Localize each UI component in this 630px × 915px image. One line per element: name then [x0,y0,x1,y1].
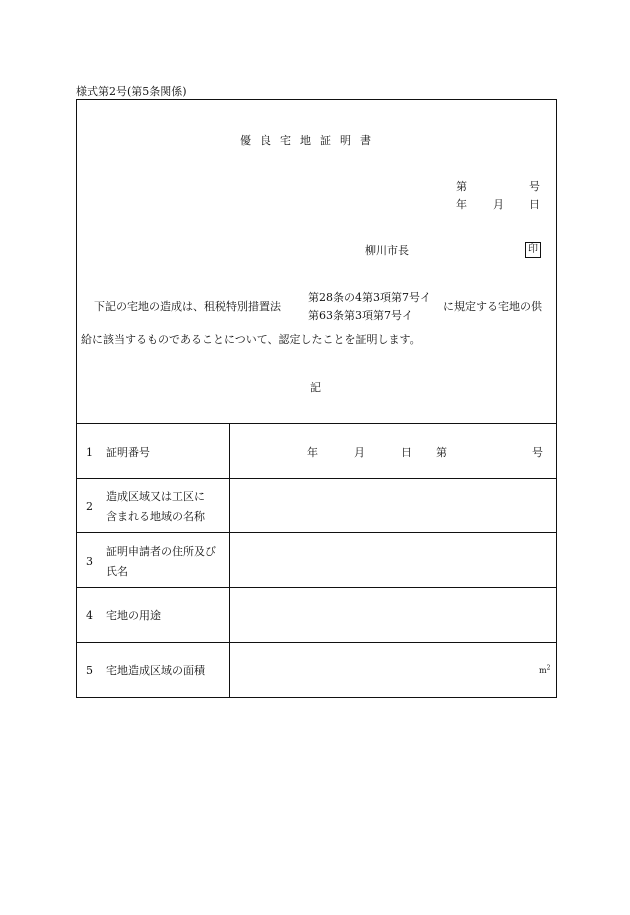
frame-right [556,99,557,697]
row-label: 造成区域又は工区に [106,490,205,503]
issuer-name: 柳川市長 [365,244,409,257]
row-divider [76,478,557,479]
row-number: 4 [86,609,93,622]
row-divider [76,587,557,588]
column-divider [229,423,230,697]
statement-trail: に規定する宅地の供 [443,300,542,313]
statement-option-2: 第63条第3項第7号イ [308,309,413,322]
row-label: 宅地の用途 [106,609,161,622]
document-title: 優良宅地証明書 [240,134,380,147]
cert-year: 年 [307,446,318,459]
cert-dai: 第 [436,446,447,459]
row-label: 証明申請者の住所及び [106,545,216,558]
cert-day: 日 [401,446,412,459]
area-unit-base: m [539,666,547,675]
statement-line-2: 給に該当するものであることについて、認定したことを証明します。 [81,333,421,346]
date-month: 月 [493,198,504,211]
cert-go: 号 [532,446,543,459]
row-label-cont: 氏名 [106,565,128,578]
number-prefix: 第 [456,180,467,193]
row-divider [76,642,557,643]
frame-left [76,99,77,697]
date-year: 年 [456,198,467,211]
form-label: 様式第2号(第5条関係) [76,85,187,98]
row-number: 3 [86,555,93,568]
row-number: 5 [86,664,93,677]
row-divider [76,532,557,533]
seal-mark: 印 [525,242,541,258]
row-number: 2 [86,500,93,513]
statement-option-1: 第28条の4第3項第7号イ [308,291,431,304]
row-number: 1 [86,446,93,459]
row-label: 宅地造成区域の面積 [106,664,205,677]
frame-bottom [76,697,557,698]
table-top-line [76,423,557,424]
number-suffix: 号 [529,180,540,193]
cert-month: 月 [354,446,365,459]
area-unit-exp: 2 [546,664,551,672]
ki-label: 記 [310,381,321,394]
area-unit [539,664,550,677]
frame-top [76,99,557,100]
row-label-cont: 含まれる地域の名称 [106,510,205,523]
statement-lead: 下記の宅地の造成は、租税特別措置法 [94,300,281,313]
date-day: 日 [529,198,540,211]
row-label: 証明番号 [106,446,150,459]
